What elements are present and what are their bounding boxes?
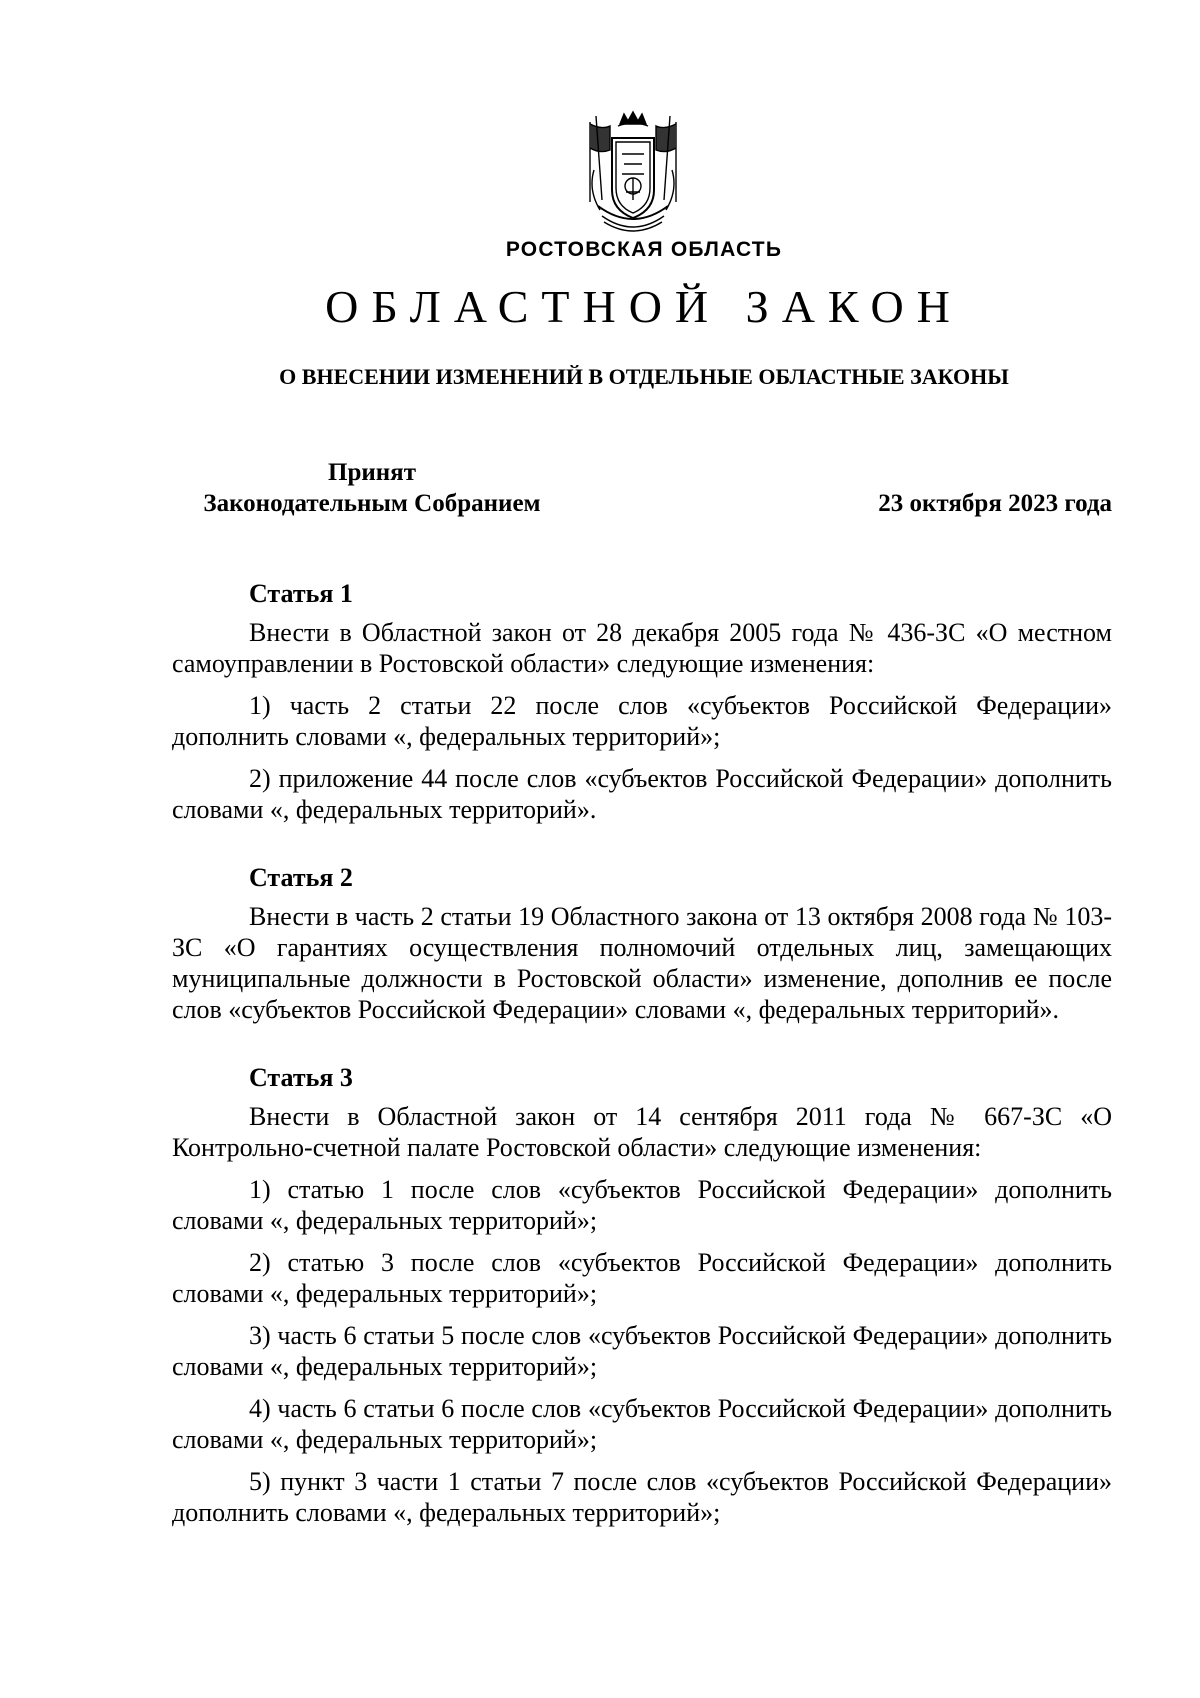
article-heading: Статья 3 (249, 1063, 353, 1092)
article-paragraph: Внести в Областной закон от 14 сентября 2011 года № 667-ЗС «О Контрольно-счетной палате Ростовской области» следующие изменения: (172, 1102, 1112, 1162)
article-heading: Статья 2 (249, 863, 353, 892)
article-paragraph: 1) статью 1 после слов «субъектов Российской Федерации» дополнить словами «, федеральных территорий»; (172, 1175, 1112, 1235)
article-paragraph: 2) приложение 44 после слов «субъектов Российской Федерации» дополнить словами «, федеральных территорий». (172, 764, 1112, 824)
article-paragraph: 4) часть 6 статьи 6 после слов «субъектов Российской Федерации» дополнить словами «, федеральных территорий»; (172, 1394, 1112, 1454)
article-paragraph: 5) пункт 3 части 1 статьи 7 после слов «субъектов Российской Федерации» дополнить словами «, федеральных территорий»; (172, 1467, 1112, 1527)
article-paragraph: Внести в часть 2 статьи 19 Областного закона от 13 октября 2008 года № 103-ЗС «О гарантиях осуществления полномочий отдельных лиц, замещающих муниципальные должности в Ростовской области» изменение, дополнив ее после слов «субъектов Российской Федерации» словами «, федеральных территорий». (172, 902, 1112, 1024)
adoption-line-1: Принят (328, 459, 416, 486)
article-paragraph: 1) часть 2 статьи 22 после слов «субъектов Российской Федерации» дополнить словами «, федеральных территорий»; (172, 691, 1112, 751)
article-paragraph: 2) статью 3 после слов «субъектов Российской Федерации» дополнить словами «, федеральных территорий»; (172, 1248, 1112, 1308)
document-type: ОБЛАСТНОЙ ЗАКОН (325, 281, 963, 332)
article-heading: Статья 1 (249, 579, 353, 608)
article-paragraph: Внести в Областной закон от 28 декабря 2005 года № 436-ЗС «О местном самоуправлении в Ростовской области» следующие изменения: (172, 618, 1112, 678)
article-1 (172, 578, 1112, 825)
article-2 (172, 862, 1112, 1025)
law-title: О ВНЕСЕНИИ ИЗМЕНЕНИЙ В ОТДЕЛЬНЫЕ ОБЛАСТНЫЕ ЗАКОНЫ (279, 364, 1009, 389)
coat-of-arms-icon (582, 110, 684, 242)
adoption-line-2: Законодательным Собранием (203, 490, 541, 517)
article-3 (172, 1062, 1112, 1528)
article-paragraph: 3) часть 6 статьи 5 после слов «субъектов Российской Федерации» дополнить словами «, федеральных территорий»; (172, 1321, 1112, 1381)
adoption-block (172, 457, 572, 519)
document-body (172, 578, 1112, 1539)
adoption-date: 23 октября 2023 года (878, 490, 1112, 517)
region-name: РОСТОВСКАЯ ОБЛАСТЬ (505, 238, 783, 261)
